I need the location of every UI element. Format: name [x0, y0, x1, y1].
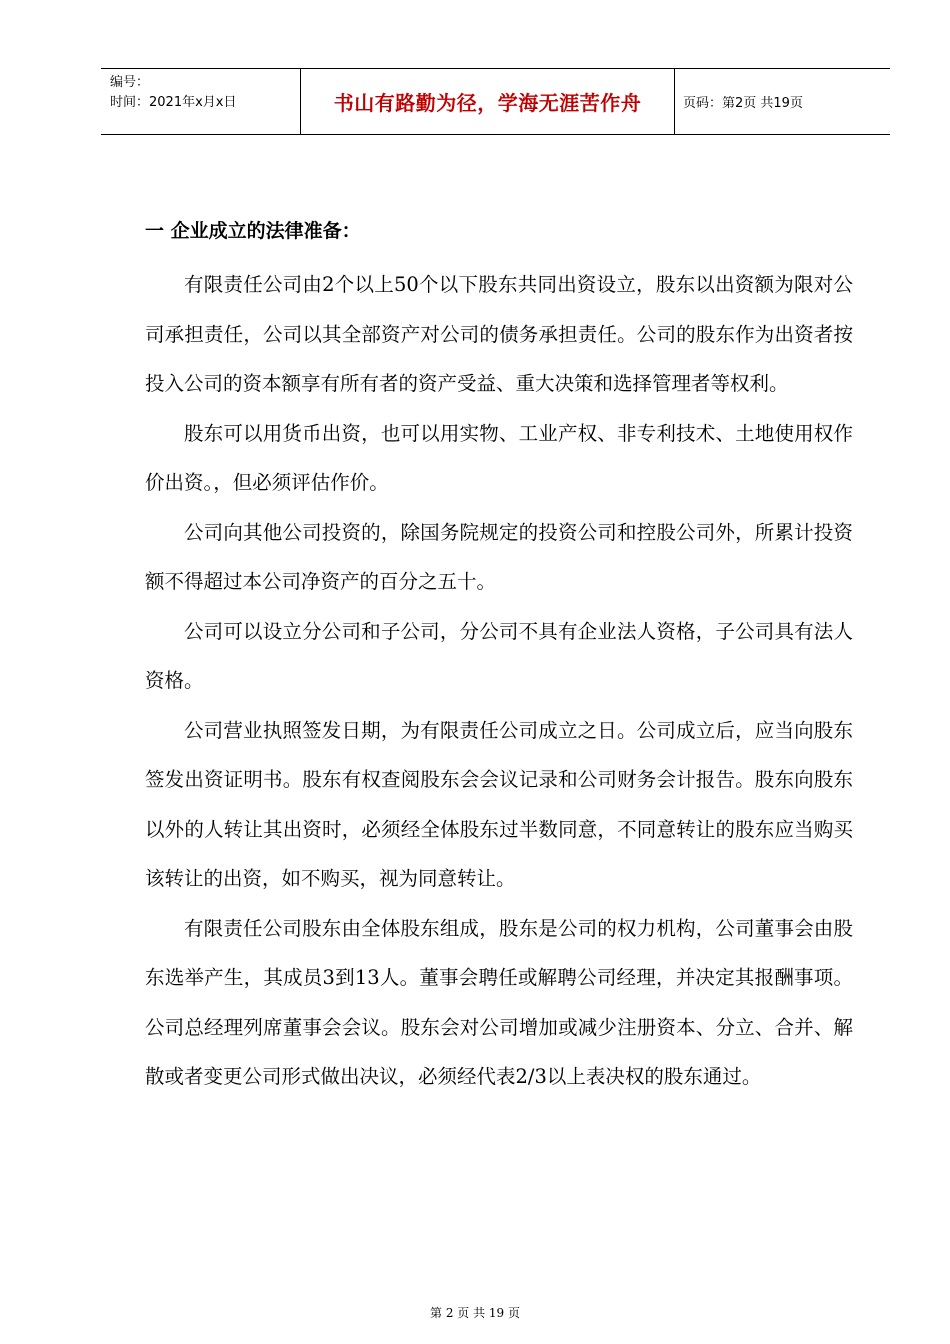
paragraph: 股东可以用货币出资，也可以用实物、工业产权、非专利技术、土地使用权作价出资。，但必须评估作价。 [145, 421, 853, 494]
paragraph: 公司可以设立分公司和子公司，分公司不具有企业法人资格，子公司具有法人资格。 [145, 619, 853, 692]
document-body [145, 218, 853, 1102]
header-motto: 书山有路勤为径，学海无涯苦作舟 [301, 69, 675, 134]
header-code-label: 编号： [110, 75, 150, 90]
paragraph: 有限责任公司由2个以上50个以下股东共同出资设立，股东以出资额为限对公司承担责任，公司以其全部资产对公司的债务承担责任。公司的股东作为出资者按投入公司的资本额享有所有者的资产受益、重大决策和选择管理者等权利。 [145, 273, 853, 395]
header-page-label: 页码：第2页 共19页 [683, 96, 803, 111]
section-title: 一 企业成立的法律准备： [145, 220, 361, 242]
page-header [101, 68, 890, 135]
paragraph: 公司营业执照签发日期，为有限责任公司成立之日。公司成立后，应当向股东签发出资证明书。股东有权查阅股东会会议记录和公司财务会计报告。股东向股东以外的人转让其出资时，必须经全体股东过半数同意，不同意转让的股东应当购买该转让的出资，如不购买，视为同意转让。 [145, 718, 853, 890]
header-meta [101, 69, 301, 134]
paragraph: 公司向其他公司投资的，除国务院规定的投资公司和控股公司外，所累计投资额不得超过本公司净资产的百分之五十。 [145, 520, 853, 593]
paragraph: 有限责任公司股东由全体股东组成，股东是公司的权力机构，公司董事会由股东选举产生，其成员3到13人。董事会聘任或解聘公司经理，并决定其报酬事项。公司总经理列席董事会会议。股东会对公司增加或减少注册资本、分立、合并、解散或者变更公司形式做出决议，必须经代表2/3以上表决权的股东通过。 [145, 916, 853, 1088]
header-time-label: 时间：2021年x月x日 [110, 95, 237, 110]
page-footer: 第 2 页 共 19 页 [430, 1306, 520, 1320]
